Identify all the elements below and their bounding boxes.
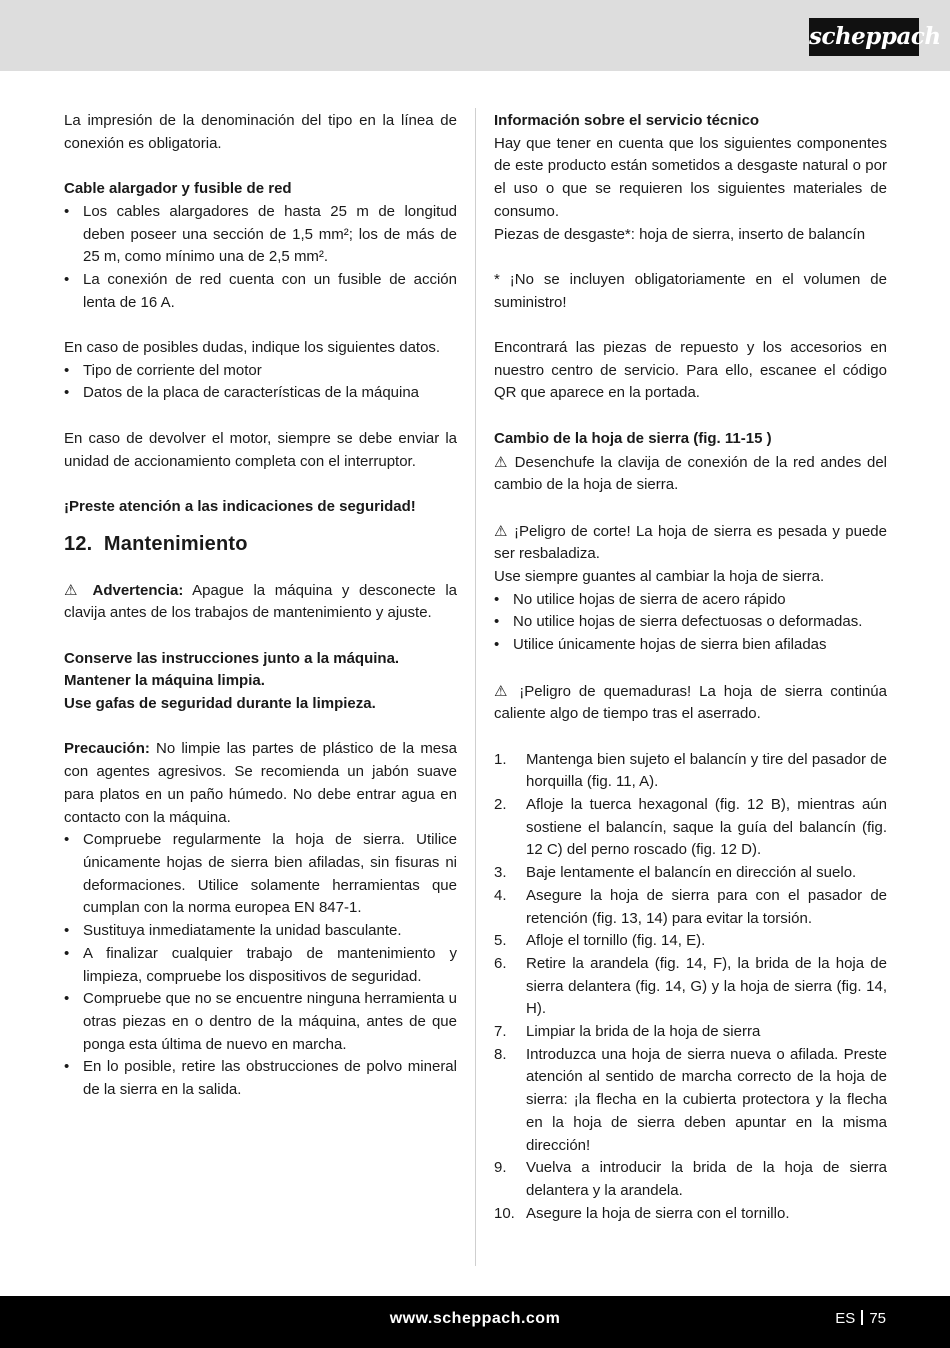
cut-warning: ⚠ ¡Peligro de corte! La hoja de sierra es pesada y puede ser resbaladiza. — [494, 521, 887, 563]
cable-heading: Cable alargador y fusible de red — [64, 180, 292, 198]
right-column — [494, 110, 887, 1225]
list-item: 3. Baje lentamente el balancín en dirección al suelo. — [494, 864, 857, 882]
list-item: • Compruebe regularmente la hoja de sierra. Utilice únicamente hojas de sierra bien afiladas, sin fisuras ni deformaciones. Utilice solamente herramientas que cumplan con la norma europea EN 847-1. — [64, 829, 457, 920]
list-item: • Los cables alargadores de hasta 25 m de longitud deben poseer una sección de 1,5 mm²; los de más de 25 m, como mínimo una de 2,5 mm². — [64, 201, 457, 269]
bold-line: Conserve las instrucciones junto a la máquina. — [64, 649, 400, 667]
caution-label: Precaución: — [64, 740, 150, 758]
left-column — [64, 110, 457, 1102]
doubts-list — [64, 360, 457, 405]
list-item: • Tipo de corriente del motor — [64, 360, 457, 383]
list-item: 1. Mantenga bien sujeto el balancín y tire del pasador de horquilla (fig. 11, A). — [494, 750, 887, 791]
list-item: • A finalizar cualquier trabajo de mantenimiento y limpieza, compruebe los dispositivos de seguridad. — [64, 943, 457, 988]
page-number: 75 — [869, 1310, 886, 1327]
list-item: • Utilice únicamente hojas de sierra bien afiladas — [494, 634, 887, 657]
warning-icon: ⚠ — [494, 681, 512, 700]
blade-heading: Cambio de la hoja de sierra (fig. 11-15 ) — [494, 429, 772, 447]
list-item: 2. Afloje la tuerca hexagonal (fig. 12 B), mientras aún sostiene el balancín, saque la guía del balancín (fig. 12 C) del perno roscado (fig. 12 D). — [494, 796, 887, 859]
warning-icon: ⚠ — [64, 580, 83, 599]
return-text: En caso de devolver el motor, siempre se debe enviar la unidad de accionamiento completa con el interruptor. — [64, 429, 457, 470]
footer — [0, 1296, 950, 1348]
language-code: ES — [835, 1310, 856, 1327]
page-indicator — [835, 1310, 886, 1327]
steps-list — [494, 749, 887, 1226]
list-item: • No utilice hojas de sierra de acero rápido — [494, 589, 887, 612]
header-band — [0, 0, 950, 71]
list-item: 6. Retire la arandela (fig. 14, F), la brida de la hoja de sierra delantera (fig. 14, G) y la hoja de sierra (fig. 14, H). — [494, 954, 887, 1018]
column-divider — [475, 108, 476, 1266]
warning-text: Apague la máquina y desconecte la clavija antes de los trabajos de mantenimiento y ajuste. — [64, 581, 457, 622]
safety-note: ¡Preste atención a las indicaciones de seguridad! — [64, 497, 416, 515]
list-item: • En lo posible, retire las obstrucciones de polvo mineral de la sierra en la salida. — [64, 1056, 457, 1101]
blade-list — [494, 589, 887, 657]
section-number: 12. — [64, 532, 93, 555]
list-item: 9. Vuelva a introducir la brida de la hoja de sierra delantera y la arandela. — [494, 1159, 887, 1199]
list-item: 10. Asegure la hoja de sierra con el tornillo. — [494, 1204, 790, 1222]
spare-parts-text: Encontrará las piezas de repuesto y los accesorios en nuestro centro de servicio. Para ello, escanee el código QR que aparece en la portada. — [494, 339, 887, 402]
list-item: 8. Introduzca una hoja de sierra nueva o afilada. Preste atención al sentido de marcha correcto de la hoja de sierra: ¡la flecha en la cubierta protectora y la flecha en la hoja de sierra deben apuntar en la misma dirección! — [494, 1045, 887, 1154]
list-item: 7. Limpiar la brida de la hoja de sierra — [494, 1023, 761, 1041]
unplug-warning: ⚠ Desenchufe la clavija de conexión de la red andes del cambio de la hoja de sierra. — [494, 452, 887, 494]
list-item: • Datos de la placa de características de la máquina — [64, 382, 457, 405]
list-item: 4. Asegure la hoja de sierra para con el pasador de retención (fig. 13, 14) para evitar la torsión. — [494, 886, 887, 927]
gloves-text: Use siempre guantes al cambiar la hoja de sierra. — [494, 568, 825, 585]
list-item: • La conexión de red cuenta con un fusible de acción lenta de 16 A. — [64, 269, 457, 314]
service-heading: Información sobre el servicio técnico — [494, 112, 760, 129]
brand-logo: scheppach — [809, 18, 919, 56]
maintenance-list — [64, 829, 457, 1101]
warning-paragraph — [64, 579, 457, 625]
website-link[interactable]: www.scheppach.com — [389, 1310, 561, 1327]
cable-list — [64, 201, 457, 315]
list-item: 5. Afloje el tornillo (fig. 14, E). — [494, 932, 706, 950]
warning-icon: ⚠ — [494, 521, 509, 540]
intro-text: La impresión de la denominación del tipo en la línea de conexión es obligatoria. — [64, 112, 457, 152]
list-item: • Compruebe que no se encuentre ninguna herramienta u otras piezas en o dentro de la máquina, antes de que ponga esta última de nuevo en marcha. — [64, 988, 457, 1056]
list-item: • No utilice hojas de sierra defectuosas o deformadas. — [494, 611, 887, 634]
warning-icon: ⚠ — [494, 452, 509, 471]
service-text: Hay que tener en cuenta que los siguientes componentes de este producto están sometidos a desgaste natural o por el uso o que se requieren los siguientes materiales de consumo. — [494, 134, 887, 220]
bold-line: Mantener la máquina limpia. — [64, 672, 265, 690]
burn-warning: ⚠ ¡Peligro de quemaduras! La hoja de sierra continúa caliente algo de tiempo tras el aserrado. — [494, 681, 887, 723]
bold-line: Use gafas de seguridad durante la limpieza. — [64, 695, 376, 713]
warning-label: Advertencia: — [92, 581, 184, 599]
list-item: • Sustituya inmediatamente la unidad basculante. — [64, 920, 457, 943]
wear-parts-text: Piezas de desgaste*: hoja de sierra, inserto de balancín — [494, 225, 866, 243]
caution-paragraph — [64, 738, 457, 829]
section-title-text: Mantenimiento — [103, 532, 248, 555]
caution-text: No limpie las partes de plástico de la mesa con agentes agresivos. Se recomienda un jabón suave para platos en un paño húmedo. No debe entrar agua en contacto con la máquina. — [64, 740, 457, 826]
doubts-text: En caso de posibles dudas, indique los siguientes datos. — [64, 339, 441, 356]
footnote-text: * ¡No se incluyen obligatoriamente en el volumen de suministro! — [494, 270, 887, 311]
section-title — [64, 533, 457, 555]
